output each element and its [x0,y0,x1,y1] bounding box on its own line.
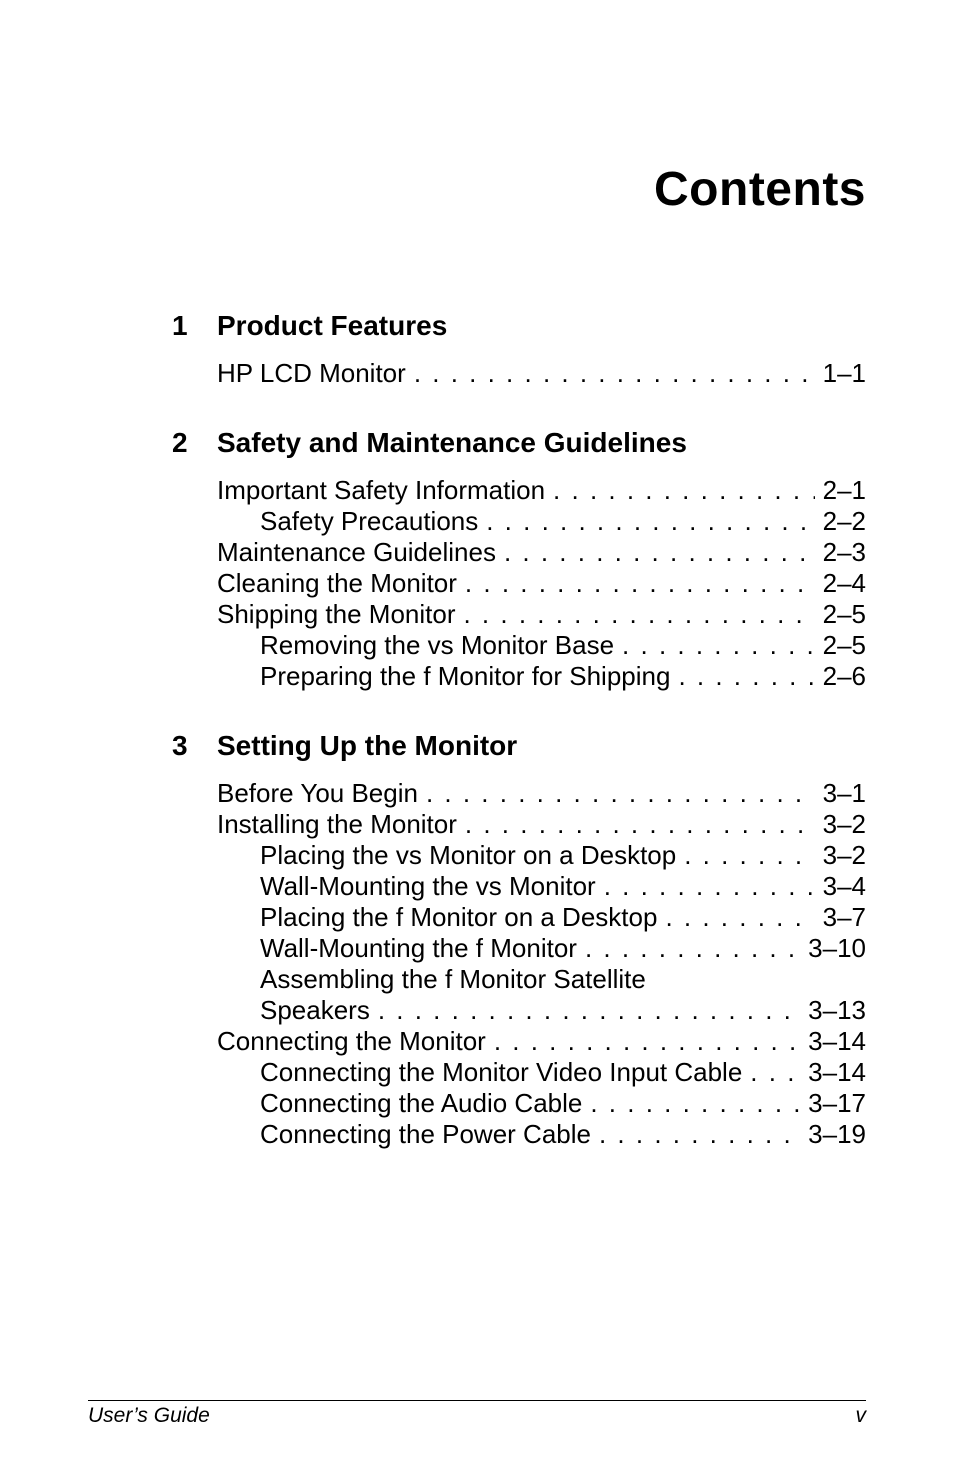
page-footer [88,1404,866,1428]
toc-entry-label: Wall-Mounting the vs Monitor [260,871,596,901]
toc-entry-label: Preparing the f Monitor for Shipping [260,661,671,691]
toc-subentry[interactable] [217,506,866,537]
dot-leader [590,1088,800,1119]
dot-leader [678,661,814,692]
dot-leader [599,1119,800,1150]
toc-entry-page: 2–5 [822,599,866,629]
dot-leader [504,537,815,568]
dot-leader [414,358,815,389]
toc-subentry[interactable] [217,1057,866,1088]
dot-leader [465,568,815,599]
chapter-entries [217,778,866,1150]
dot-leader [665,902,814,933]
toc-entry-page: 3–1 [822,778,866,808]
page-title: Contents [654,163,866,216]
toc-entry[interactable] [217,358,866,389]
toc-entry-label: HP LCD Monitor [217,358,406,388]
toc-entry-page: 3–19 [808,1119,866,1149]
dot-leader [378,995,800,1026]
dot-leader [604,871,815,902]
toc-entry-page: 3–2 [822,809,866,839]
chapter-title[interactable]: Setting Up the Monitor [217,730,518,761]
toc-entry-label: Maintenance Guidelines [217,537,496,567]
chapter-heading [172,423,866,463]
footer-page-number: v [855,1404,866,1427]
toc-subentry[interactable] [217,1088,866,1119]
chapter-entries [217,358,866,389]
toc-entry-page: 2–2 [822,506,866,536]
toc-entry[interactable] [217,1026,866,1057]
toc-subentry[interactable] [217,840,866,871]
toc-entry-page: 3–4 [822,871,866,901]
dot-leader [622,630,815,661]
toc-entry-label: Assembling the f Monitor Satellite [260,964,646,994]
dot-leader [463,599,814,630]
chapter-title[interactable]: Safety and Maintenance Guidelines [217,427,687,458]
chapter-1 [172,306,866,389]
footer-document-name: User’s Guide [88,1404,210,1427]
toc-entry-page: 2–1 [822,475,866,505]
toc-entry[interactable] [217,599,866,630]
toc-entry-page: 2–3 [822,537,866,567]
toc-entry-label: Cleaning the Monitor [217,568,457,598]
chapter-heading [172,306,866,346]
toc-subentry-line1[interactable] [217,964,866,995]
toc-entry-label: Connecting the Audio Cable [260,1088,583,1118]
toc-entry-label: Placing the vs Monitor on a Desktop [260,840,677,870]
toc-entry[interactable] [217,475,866,506]
toc-entry[interactable] [217,778,866,809]
toc-entry-label: Connecting the Monitor Video Input Cable [260,1057,743,1087]
toc-entry-page: 1–1 [822,358,866,388]
toc-entry-page: 3–17 [808,1088,866,1118]
toc-entry-label: Before You Begin [217,778,418,808]
chapter-number: 2 [172,427,188,458]
dot-leader [465,809,815,840]
footer-divider [88,1400,866,1401]
toc-entry-page: 3–14 [808,1026,866,1056]
chapter-number: 3 [172,730,188,761]
toc-entry-label: Installing the Monitor [217,809,457,839]
toc-entry-page: 3–2 [822,840,866,870]
toc-entry-label: Safety Precautions [260,506,479,536]
toc-entry-page: 2–6 [822,661,866,691]
chapter-title[interactable]: Product Features [217,310,448,341]
chapter-number: 1 [172,310,188,341]
toc-entry-page: 3–14 [808,1057,866,1087]
dot-leader [585,933,800,964]
toc-entry-page: 2–4 [822,568,866,598]
toc-entry-label: Connecting the Monitor [217,1026,486,1056]
toc-subentry[interactable] [217,1119,866,1150]
toc-entry-label: Wall-Mounting the f Monitor [260,933,577,963]
toc-entry-label: Removing the vs Monitor Base [260,630,615,660]
table-of-contents [172,306,866,1150]
dot-leader [750,1057,800,1088]
toc-entry-label: Connecting the Power Cable [260,1119,591,1149]
toc-subentry[interactable] [217,902,866,933]
toc-entry[interactable] [217,809,866,840]
toc-entry-label: Speakers [260,995,370,1025]
toc-subentry[interactable] [217,630,866,661]
toc-subentry[interactable] [217,933,866,964]
chapter-heading [172,726,866,766]
dot-leader [486,506,814,537]
dot-leader [426,778,815,809]
toc-entry-page: 3–7 [822,902,866,932]
chapter-3 [172,726,866,1150]
toc-entry-label: Important Safety Information [217,475,546,505]
toc-entry-page: 3–10 [808,933,866,963]
toc-entry[interactable] [217,568,866,599]
toc-entry[interactable] [217,537,866,568]
toc-entry-page: 2–5 [822,630,866,660]
toc-subentry[interactable] [217,871,866,902]
toc-entry-label: Shipping the Monitor [217,599,456,629]
toc-entry-label: Placing the f Monitor on a Desktop [260,902,658,932]
dot-leader [684,840,814,871]
toc-entry-page: 3–13 [808,995,866,1025]
toc-subentry[interactable] [217,661,866,692]
toc-subentry[interactable] [217,995,866,1026]
dot-leader [553,475,815,506]
chapter-2 [172,423,866,692]
chapter-entries [217,475,866,692]
dot-leader [494,1026,800,1057]
